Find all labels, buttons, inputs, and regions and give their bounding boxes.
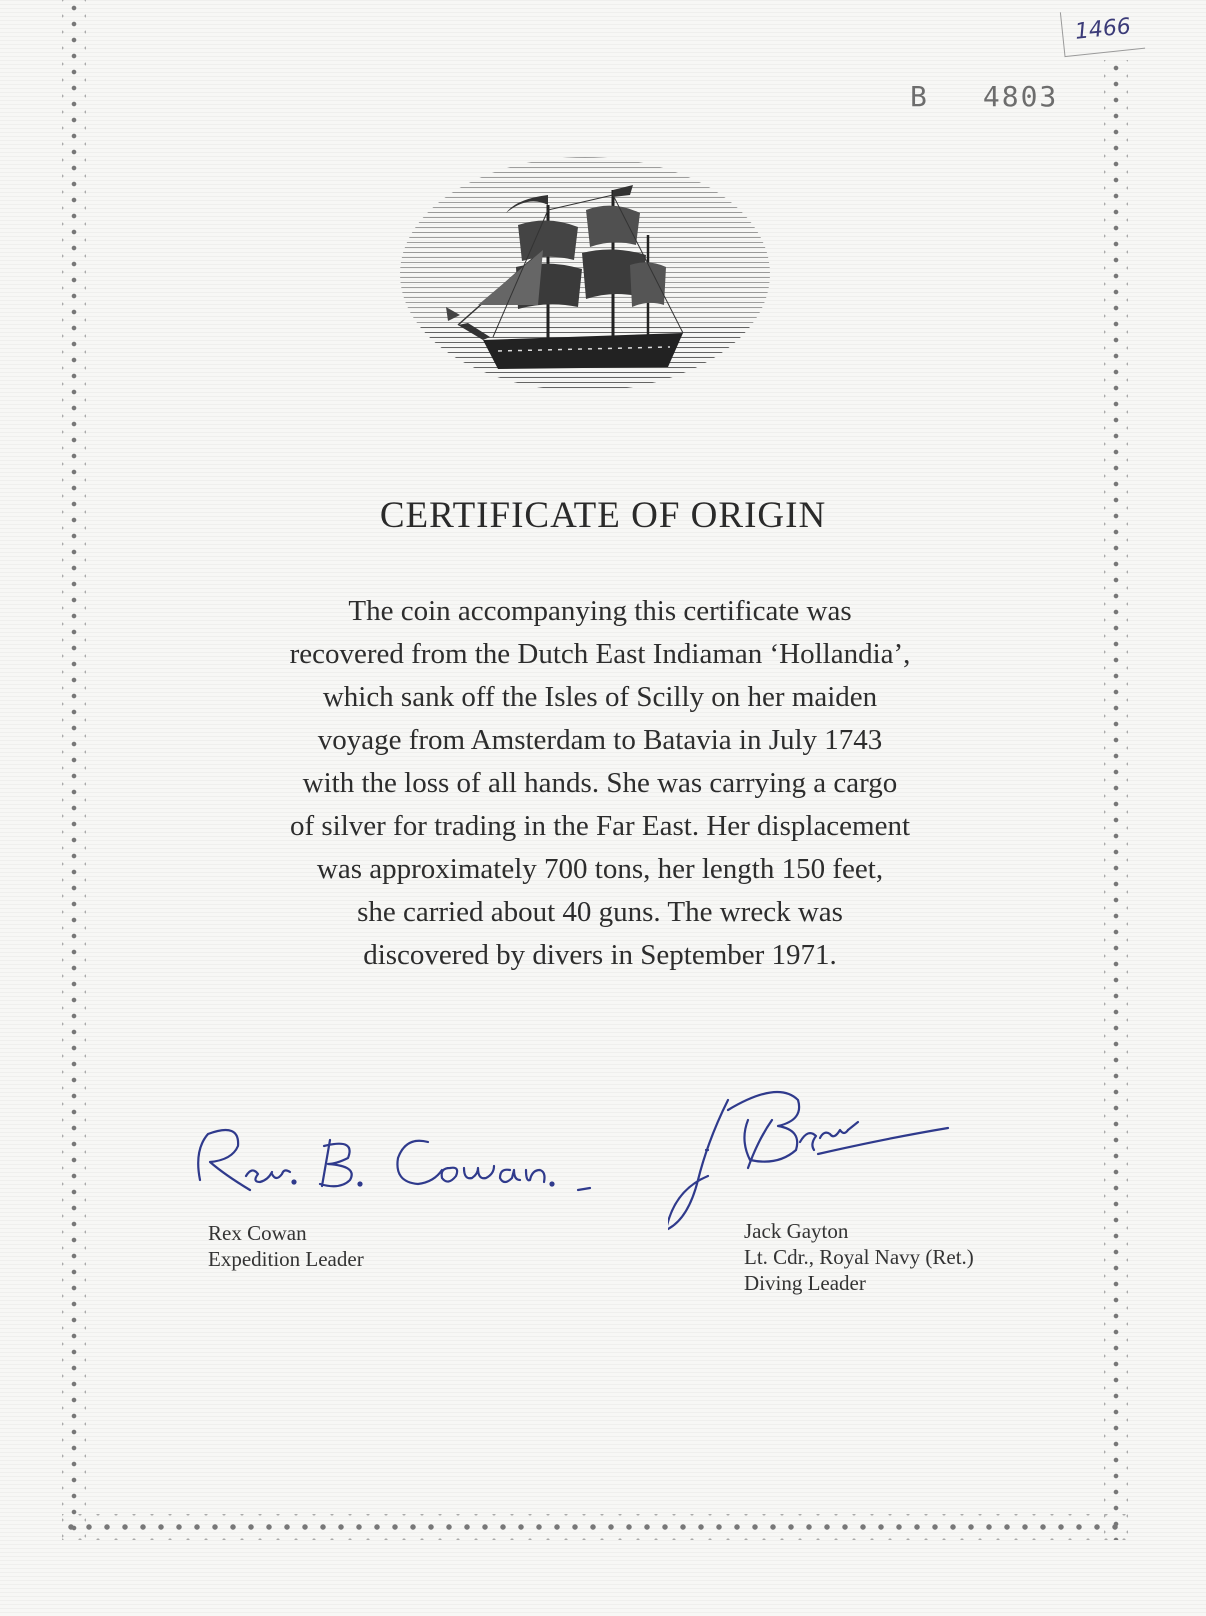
signatory-title: Expedition Leader: [208, 1247, 364, 1271]
body-line: which sank off the Isles of Scilly on her maiden: [322, 681, 878, 713]
decorative-border-bottom: [62, 1514, 1128, 1540]
certificate-body: [200, 590, 1000, 977]
certificate-title: CERTIFICATE OF ORIGIN: [379, 495, 827, 536]
sailing-ship-engraving-icon: [398, 155, 772, 393]
body-line: she carried about 40 guns. The wreck was: [357, 896, 843, 928]
signatory-title: Lt. Cdr., Royal Navy (Ret.): [744, 1245, 974, 1269]
signatory-name: Rex Cowan: [208, 1221, 307, 1245]
body-line: discovered by divers in September 1971.: [363, 939, 837, 971]
rex-cowan-signature: [180, 1120, 620, 1210]
body-line: was approximately 700 tons, her length 150 feet,: [316, 853, 884, 885]
decorative-border-right: [1104, 60, 1128, 1540]
handwritten-number: 1466: [1060, 4, 1145, 57]
signatory-name: Jack Gayton: [744, 1219, 849, 1243]
signatory-left: [208, 1220, 364, 1272]
signatory-right: [744, 1218, 974, 1296]
body-line: of silver for trading in the Far East. Her displacement: [289, 810, 911, 842]
decorative-border-left: [62, 0, 86, 1540]
serial-letter: B: [910, 80, 929, 113]
body-line: with the loss of all hands. She was carrying a cargo: [302, 767, 898, 799]
serial-number: [910, 80, 1058, 113]
signatory-title: Diving Leader: [744, 1271, 866, 1295]
body-line: voyage from Amsterdam to Batavia in July 1743: [317, 724, 883, 756]
body-line: The coin accompanying this certificate was: [348, 595, 852, 627]
serial-digits: 4803: [982, 80, 1059, 113]
body-line: recovered from the Dutch East Indiaman ‘Hollandia’,: [289, 638, 911, 670]
